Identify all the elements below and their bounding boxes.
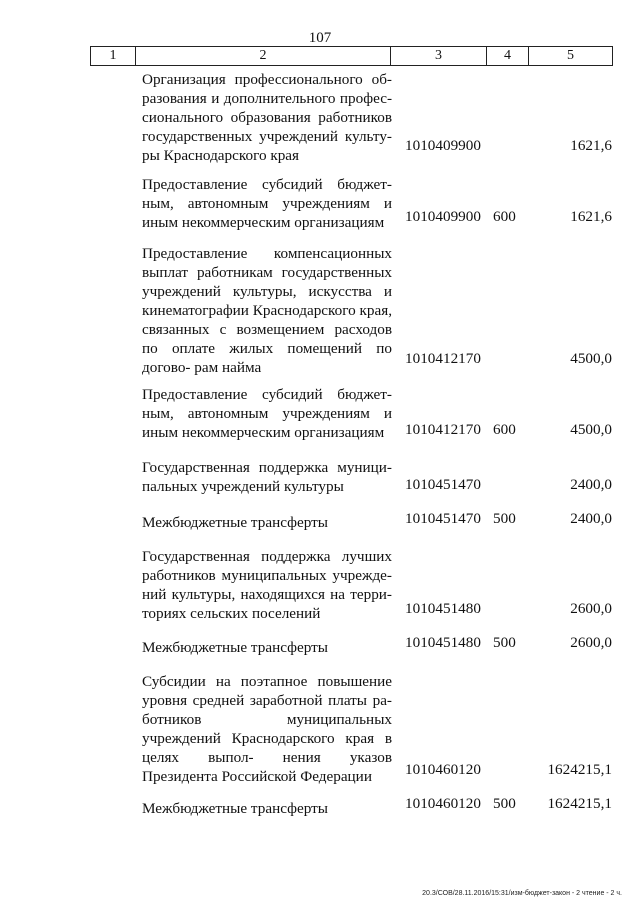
row-description: Предоставление субсидий бюджет- ным, автономным учреждениям и иным некоммерческим организациям [142,176,392,231]
row-amount: 1624215,1 [547,795,612,812]
row-description: Межбюджетные трансферты [142,639,328,656]
row-description: Межбюджетные трансферты [142,514,328,531]
row-description: Межбюджетные трансферты [142,800,328,817]
row-amount: 2400,0 [570,476,612,493]
row-amount: 4500,0 [570,421,612,438]
row-description: Субсидии на поэтапное повышение уровня средней заработной платы ра- ботников муниципальных учреждений Краснодарского края в целях выпол- нения указов Президента Российской Федерации [142,673,392,785]
header-col-1: 1 [91,47,136,65]
row-description: Государственная поддержка муници- пальных учреждений культуры [142,459,392,495]
row-type: 600 [493,421,516,438]
header-col-5: 5 [567,48,574,63]
header-col-3: 3 [391,47,487,65]
row-description: Государственная поддержка лучших работников муниципальных учрежде- ний культуры, находящихся на терри- ториях сельских поселений [142,548,392,622]
table-header [90,46,613,66]
row-description: Предоставление субсидий бюджет- ным, автономным учреждениям и иным некоммерческим организациям [142,386,392,441]
row-code: 1010451480 [405,634,481,651]
row-description: Предоставление компенсационных выплат работникам государственных учреждений культуры, искусства и кинематографии Краснодарского края, связанных с возмещением расходов по оплате жилых помещений по догово- рам найма [142,245,392,376]
row-type: 600 [493,208,516,225]
row-amount: 1624215,1 [547,761,612,778]
row-code: 1010451480 [405,600,481,617]
row-code: 1010412170 [405,421,481,438]
header-col-2: 2 [136,47,391,65]
row-code: 1010409900 [405,137,481,154]
row-code: 1010460120 [405,761,481,778]
row-code: 1010460120 [405,795,481,812]
row-amount: 2600,0 [570,634,612,651]
row-type: 500 [493,634,516,651]
row-amount: 4500,0 [570,350,612,367]
row-code: 1010409900 [405,208,481,225]
footer-document-code: 20.3/СОВ/28.11.2016/15:31/изм-бюджет-закон - 2 чтение - 2 ч. [422,890,622,897]
row-code: 1010451470 [405,510,481,527]
row-description: Организация профессионального об- разования и дополнительного профес- сионального образования работников государственных учреждений культу- ры Краснодарского края [142,71,392,164]
row-amount: 2400,0 [570,510,612,527]
page-number: 107 [308,30,332,46]
row-type: 500 [493,510,516,527]
row-type: 500 [493,795,516,812]
row-code: 1010451470 [405,476,481,493]
row-code: 1010412170 [405,350,481,367]
row-amount: 2600,0 [570,600,612,617]
header-col-4: 4 [487,47,529,65]
row-amount: 1621,6 [570,137,612,154]
row-amount: 1621,6 [570,208,612,225]
